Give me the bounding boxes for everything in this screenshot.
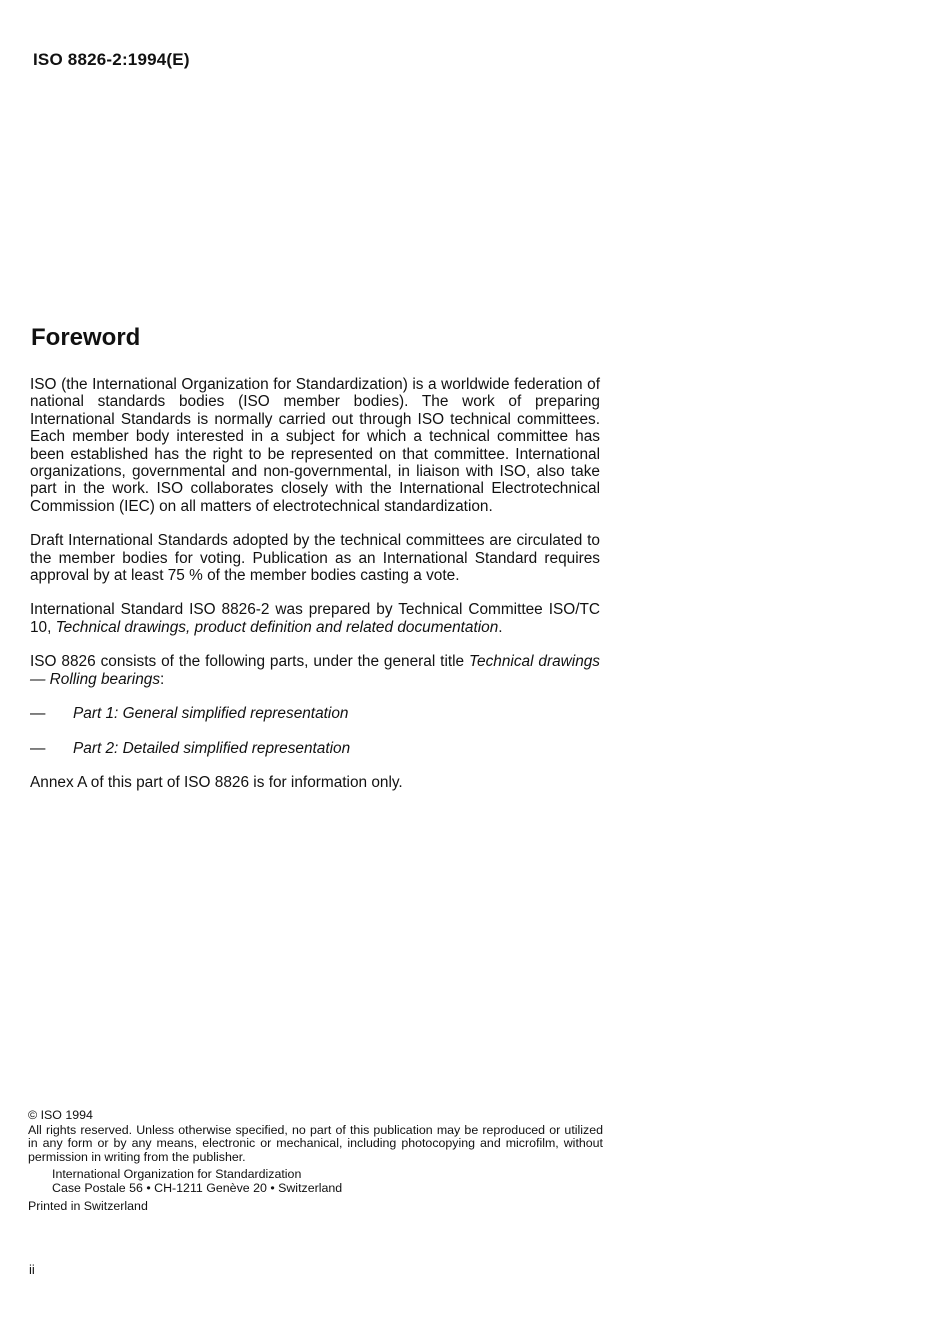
document-identifier: ISO 8826-2:1994(E) bbox=[33, 50, 190, 69]
part-list-item bbox=[30, 705, 600, 722]
part-list-item bbox=[30, 740, 600, 757]
organization-address: Case Postale 56 • CH-1211 Genève 20 • Switzerland bbox=[52, 1180, 343, 1195]
printed-in: Printed in Switzerland bbox=[28, 1198, 148, 1213]
foreword-paragraph-1: ISO (the International Organization for Standardization) is a worldwide federation of national standards bodies (ISO member bodies). The work of preparing International Standards is normally carried out through ISO technical committees. Each member body interested in a subject for which a technical committee has been established has the right to be represented on that committee. International organizations, governmental and non-governmental, in liaison with ISO, also take part in the work. ISO collaborates closely with the International Electrotechnical Commission (IEC) on all matters of electrotechnical standardization. bbox=[30, 376, 600, 515]
paragraph-3-end: . bbox=[498, 618, 503, 636]
list-dash: — bbox=[30, 739, 46, 757]
page-number: ii bbox=[29, 1262, 35, 1277]
foreword-paragraph-4 bbox=[30, 653, 600, 688]
copyright-notice bbox=[28, 1109, 603, 1213]
paragraph-4-end: : bbox=[160, 670, 165, 688]
rights-statement: All rights reserved. Unless otherwise specified, no part of this publication may be reproduced or utilized in any form or by any means, electronic or mechanical, including photocopying and microfilm, without permission in writing from the publisher. bbox=[28, 1122, 603, 1164]
paragraph-4-lead: ISO 8826 consists of the following parts, under the general title bbox=[30, 653, 470, 671]
copyright-line: © ISO 1994 bbox=[28, 1108, 93, 1122]
organization-block bbox=[28, 1168, 603, 1195]
foreword-paragraph-3 bbox=[30, 601, 600, 636]
list-dash: — bbox=[30, 705, 46, 723]
foreword-paragraph-2: Draft International Standards adopted by the technical committees are circulated to the member bodies for voting. Publication as an International Standard requires approval by at least 75 % of the member bodies casting a vote. bbox=[30, 532, 600, 585]
foreword-body bbox=[30, 376, 600, 791]
part-label: Part 2: Detailed simplified representation bbox=[73, 739, 351, 757]
committee-title: Technical drawings, product definition and related documentation bbox=[55, 618, 499, 636]
foreword-paragraph-5: Annex A of this part of ISO 8826 is for information only. bbox=[30, 773, 403, 791]
paragraph-3-lead: International Standard ISO 8826-2 was prepared by Technical Committee ISO/TC 10, bbox=[30, 601, 600, 636]
part-label: Part 1: General simplified representation bbox=[73, 705, 349, 723]
general-title: Technical drawings — Rolling bearings bbox=[30, 653, 601, 688]
organization-name: International Organization for Standardization bbox=[52, 1167, 302, 1182]
foreword-heading: Foreword bbox=[31, 324, 141, 351]
